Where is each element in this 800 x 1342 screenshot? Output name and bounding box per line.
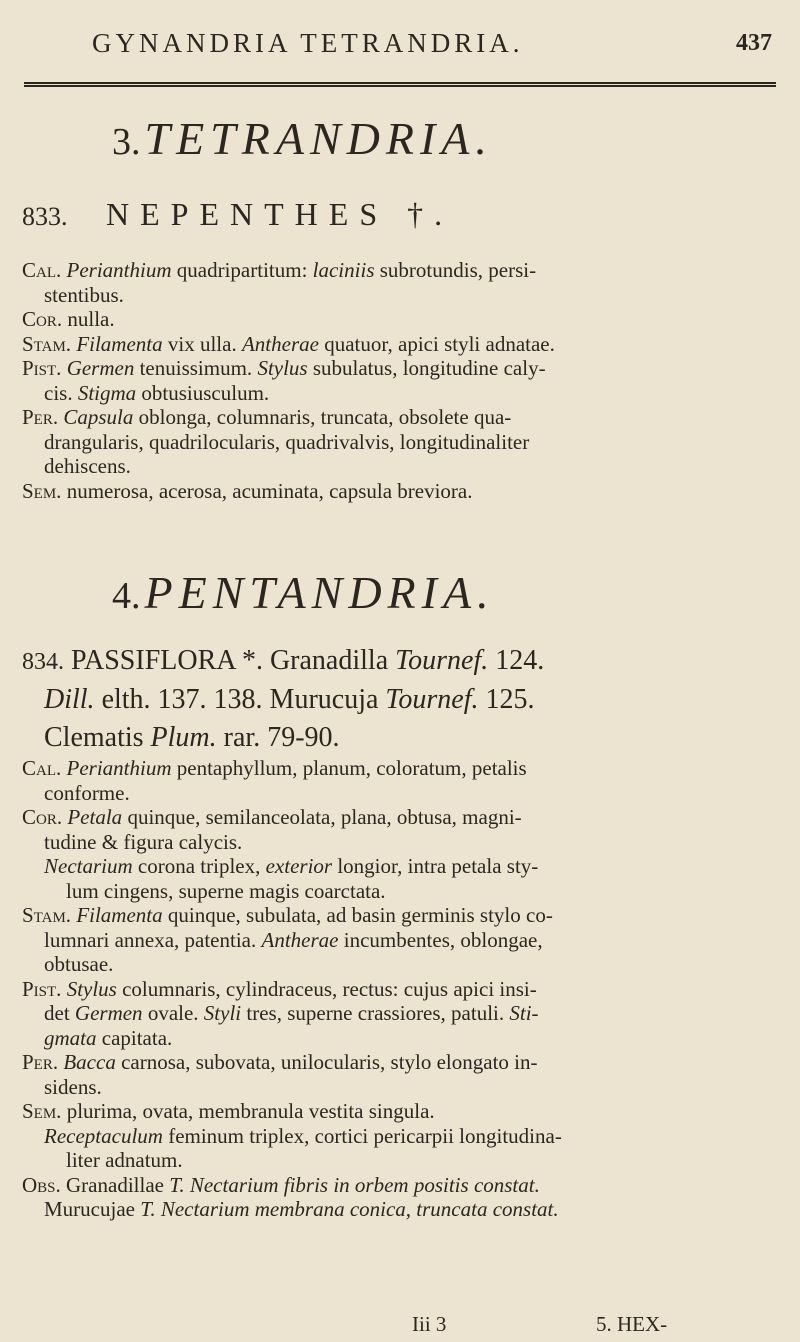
pistil-entry: Pist. Germen tenuissimum. Stylus subulatus, longitudine caly- cis. Stigma obtusiusculum. — [22, 356, 546, 405]
calyx-entry: Cal. Perianthium pentaphyllum, planum, coloratum, petalis conforme. — [22, 756, 527, 805]
pericarp-entry: Per. Capsula oblonga, columnaris, truncata, obsolete qua- drangularis, quadrilocularis, quadrivalvis, longitudinaliter dehiscens. — [22, 405, 530, 478]
section-heading-tetrandria — [112, 112, 493, 165]
section-number: 3. — [112, 121, 141, 163]
pistil-entry: Pist. Stylus columnaris, cylindraceus, rectus: cujus apici insi- det Germen ovale. Styli tres, superne crassiores, patuli. Sti- gmata capitata. — [22, 976, 539, 1050]
section-title: PENTANDRIA. — [144, 567, 495, 618]
synonym-line-2: Dill. elth. 137. 138. Murucuja Tournef. 125. — [44, 684, 535, 715]
synonym-line-3: Clematis Plum. rar. 79-90. — [44, 722, 340, 753]
receptacle-entry: Receptaculum feminum triplex, cortici pericarpii longitudina- liter adnatum. — [44, 1123, 562, 1172]
genus-description-833 — [22, 258, 782, 503]
calyx-entry: Cal. Perianthium quadripartitum: laciniis subrotundis, persi- stentibus. — [22, 258, 537, 307]
stamen-entry: Stam. Filamenta vix ulla. Antherae quatuor, apici styli adnatae. — [22, 331, 555, 356]
header-rule — [24, 82, 776, 87]
section-heading-pentandria — [112, 566, 495, 619]
genus-heading-834 — [22, 642, 782, 757]
page-number: 437 — [736, 30, 772, 56]
stamen-entry: Stam. Filamenta quinque, subulata, ad basin germinis stylo co- lumnari annexa, patentia. Antherae incumbentes, oblongae, obtusae. — [22, 903, 553, 976]
genus-number: 833. — [22, 202, 68, 231]
running-head — [92, 28, 772, 68]
section-number: 4. — [112, 575, 141, 617]
seed-entry: Sem. numerosa, acerosa, acuminata, capsula breviora. — [22, 478, 473, 503]
section-title: TETRANDRIA. — [144, 113, 493, 164]
seed-entry: Sem. plurima, ovata, membranula vestita singula. — [22, 1099, 435, 1123]
pericarp-entry: Per. Bacca carnosa, subovata, unilocularis, stylo elongato in- sidens. — [22, 1050, 538, 1099]
signature-mark: Iii 3 — [412, 1312, 447, 1336]
observation-entry: Obs. Granadillae T. Nectarium fibris in orbem positis constat. Murucujae T. Nectarium membrana conica, truncata constat. — [22, 1172, 559, 1221]
nectary-entry: Nectarium corona triplex, exterior longior, intra petala sty- lum cingens, superne magis coarctata. — [44, 854, 539, 903]
genus-description-834 — [22, 756, 782, 1222]
corolla-entry: Cor. Petala quinque, semilanceolata, plana, obtusa, magni- tudine & figura calycis. — [22, 805, 522, 854]
catchword: 5. HEX- — [596, 1312, 668, 1336]
genus-name: NEPENTHES †. — [106, 196, 454, 232]
running-title: GYNANDRIA TETRANDRIA. — [92, 28, 524, 58]
corolla-entry: Cor. nulla. — [22, 307, 115, 331]
genus-heading-833 — [22, 196, 453, 233]
synonym-line-1: 834. PASSIFLORA *. Granadilla Tournef. 124. — [22, 645, 545, 676]
